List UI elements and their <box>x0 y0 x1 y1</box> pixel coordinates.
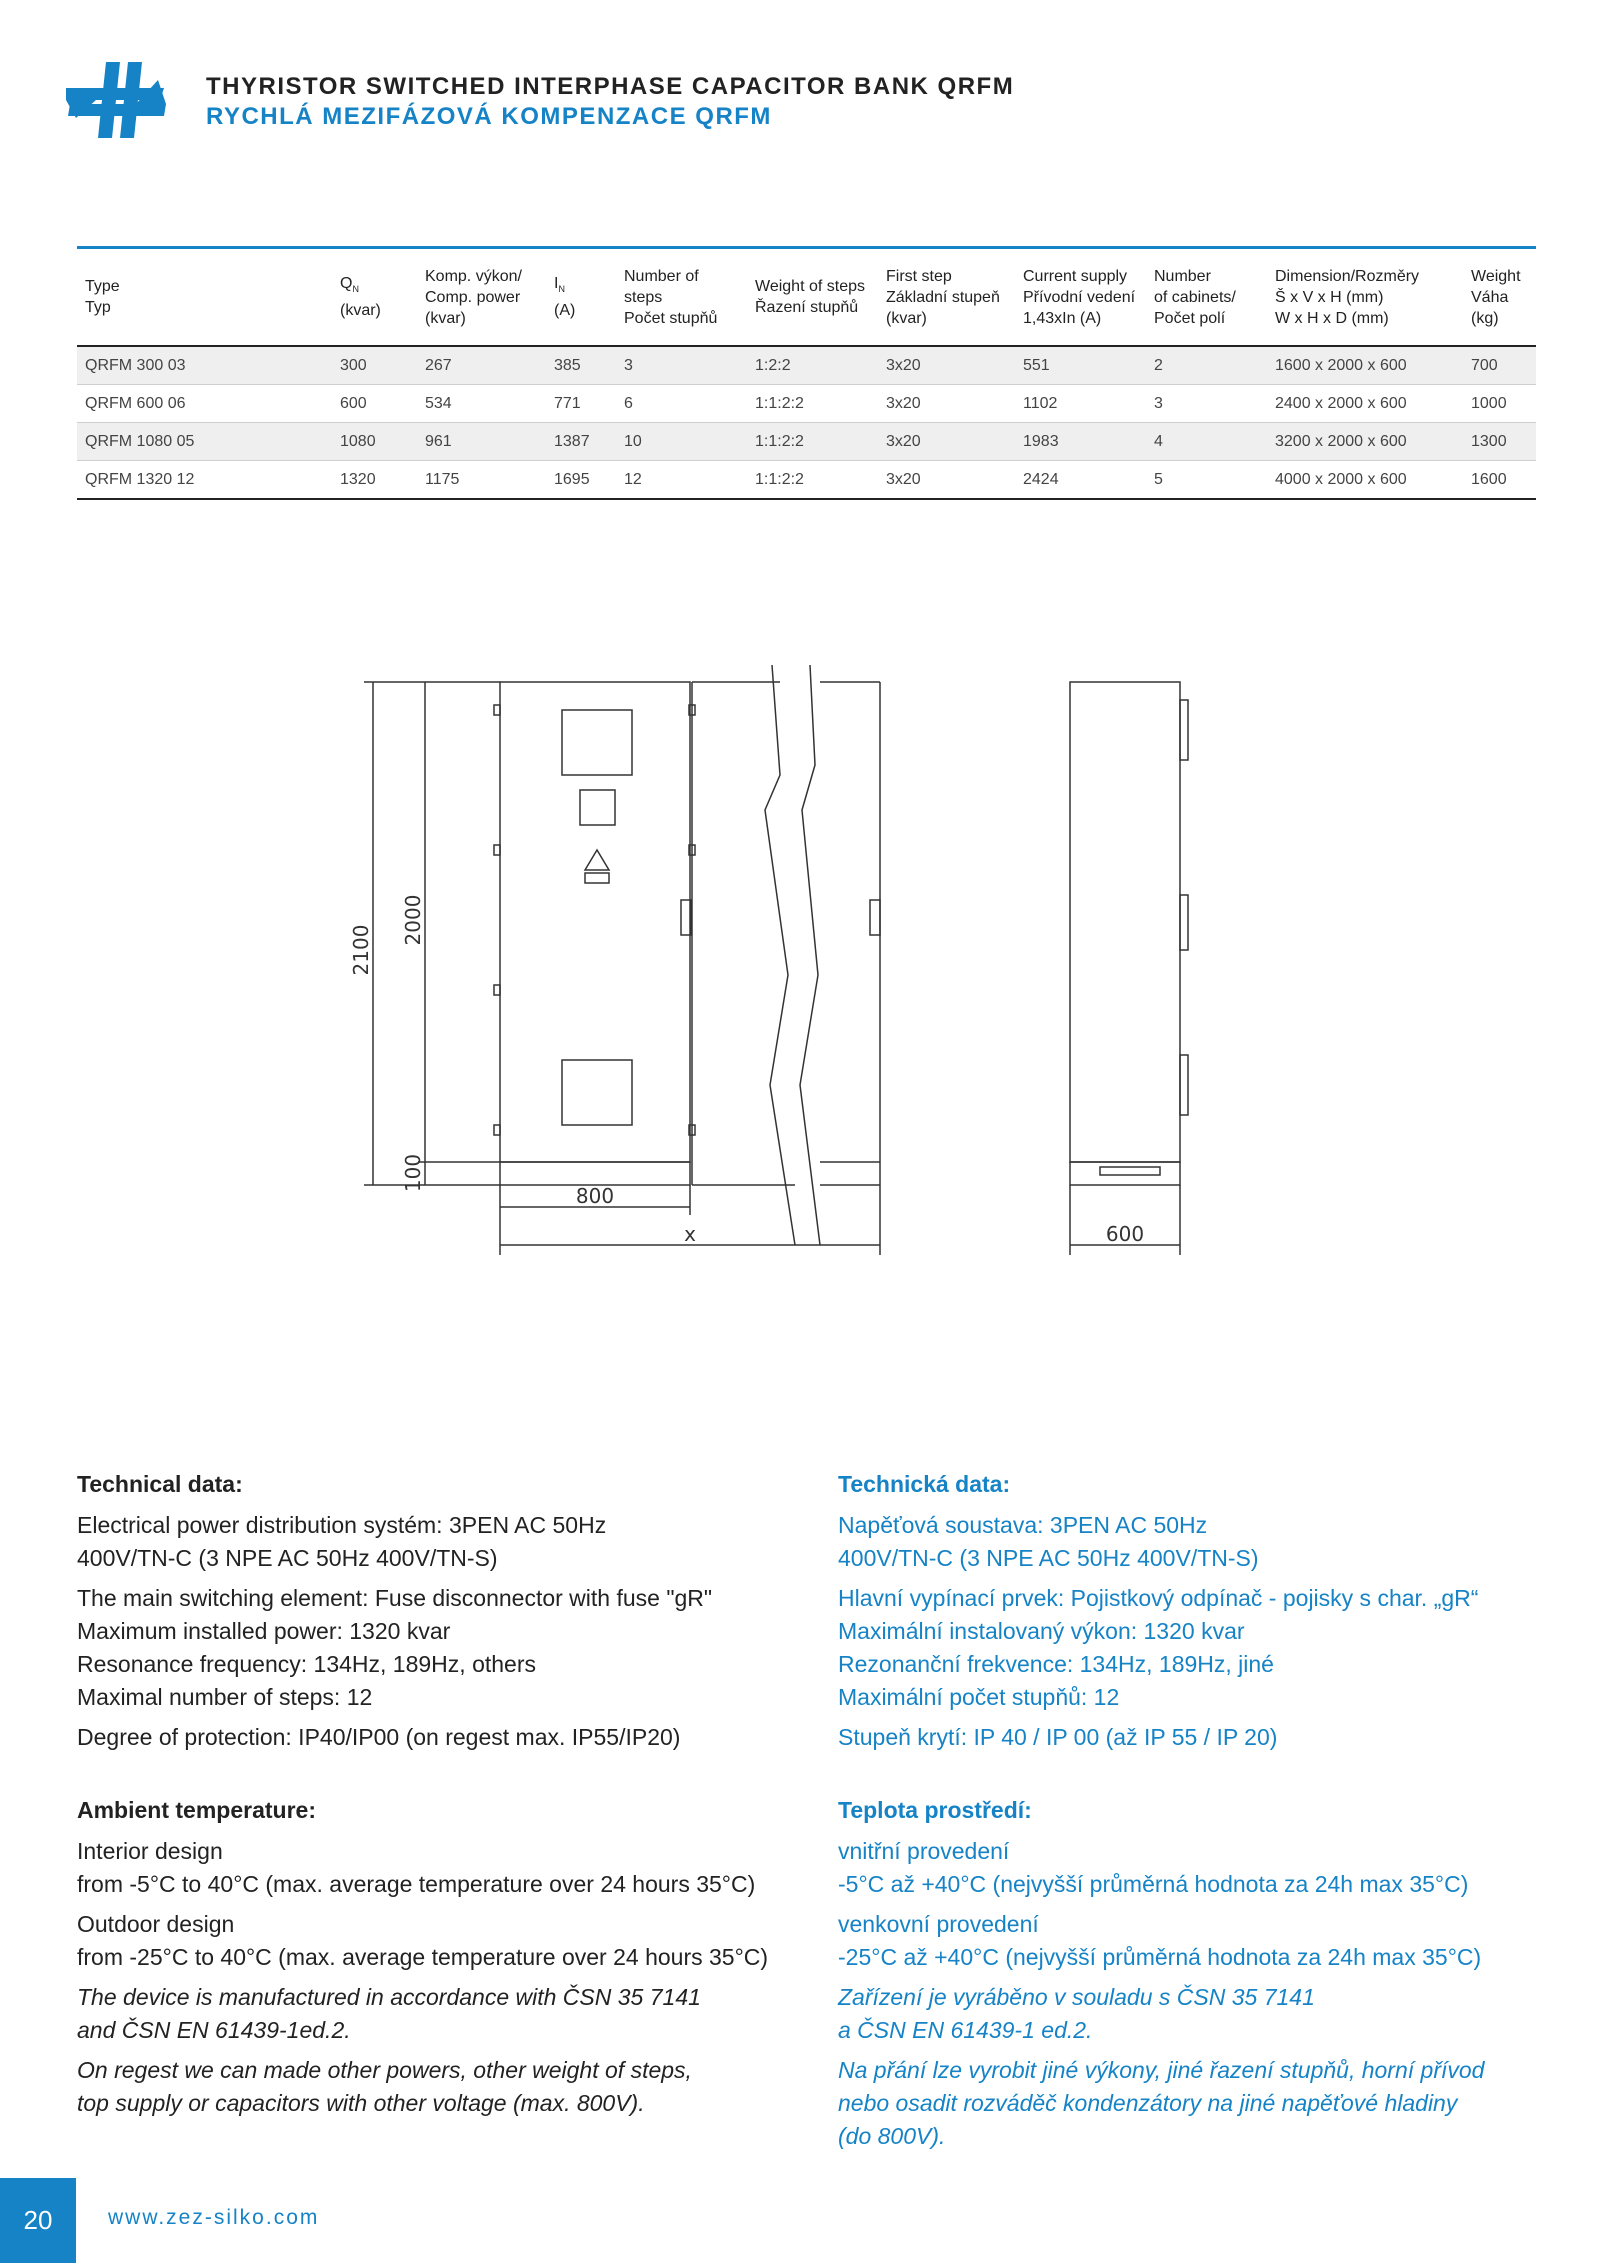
vent-bottom <box>562 1060 632 1125</box>
meter-window <box>580 790 615 825</box>
dim-label-600: 600 <box>1105 1222 1145 1246</box>
title-czech: RYCHLÁ MEZIFÁZOVÁ KOMPENZACE QRFM <box>206 103 772 130</box>
page-header <box>206 72 1014 132</box>
cabinet-base <box>500 1162 690 1185</box>
break-line-right <box>800 665 820 1245</box>
col-first-step: First step Základní stupeň (kvar) <box>882 248 1019 347</box>
ambient-temperature-en: Ambient temperature: Interior design from -5°C to 40°C (max. average temperature over 24 hours 35°C) Outdoor design from -25°C to 40°C (max. average temperature over 24 hours 35°C) The device is manufactured in accordance with ČSN 35 7141 and ČSN EN 61439-1ed.2. On regest we can made other powers, other weight of steps, top supply or capacitors with other voltage (max. 800V). <box>77 1794 797 2120</box>
vent-top <box>562 710 632 775</box>
heading-technicka-data: Technická data: <box>838 1471 1011 1497</box>
table-row: QRFM 600 06 600 534 771 6 1:1:2:2 3x20 1102 3 2400 x 2000 x 600 1000 <box>77 385 1536 423</box>
dim-label-100: 100 <box>401 1153 425 1193</box>
dim-label-2000: 2000 <box>401 894 425 946</box>
specification-table <box>77 246 1536 500</box>
dim-label-800: 800 <box>575 1184 615 1208</box>
col-dimension: Dimension/Rozměry Š x V x H (mm) W x H x D (mm) <box>1271 248 1467 347</box>
col-weight-of-steps: Weight of steps Řazení stupňů <box>751 248 882 347</box>
company-logo <box>66 60 166 140</box>
heading-technical-data: Technical data: <box>77 1471 243 1497</box>
cabinet-side-view <box>1070 682 1180 1162</box>
heading-ambient-temperature: Ambient temperature: <box>77 1797 316 1823</box>
dim-label-2100: 2100 <box>349 924 373 976</box>
heading-teplota-prostredi: Teplota prostředí: <box>838 1797 1032 1823</box>
cabinet-front-left <box>500 682 690 1162</box>
czech-column <box>838 1468 1578 2160</box>
col-type: Type Typ <box>77 248 336 347</box>
col-in: $I_N$ (A) <box>550 248 620 347</box>
table-row: QRFM 1320 12 1320 1175 1695 12 1:1:2:2 3x20 2424 5 4000 x 2000 x 600 1600 <box>77 461 1536 500</box>
ambient-temperature-cz: Teplota prostředí: vnitřní provedení -5°C až +40°C (nejvyšší průměrná hodnota za 24h max 35°C) venkovní provedení -25°C až +40°C (nejvyšší průměrná hodnota za 24h max 35°C) Zařízení je vyráběno v souladu s ČSN 35 7141 a ČSN EN 61439-1 ed.2. Na přání lze vyrobit jiné výkony, jiné řazení stupňů, horní přívod nebo osadit rozváděč kondenzátory na jiné napěťové hladiny (do 800V). <box>838 1794 1578 2153</box>
website-link[interactable]: www.zez-silko.com <box>108 2206 320 2229</box>
page-number: 20 <box>0 2178 76 2263</box>
table-row: QRFM 300 03 300 267 385 3 1:2:2 3x20 551 2 1600 x 2000 x 600 700 <box>77 346 1536 385</box>
table-header-row <box>77 248 1536 347</box>
technical-data-cz: Technická data: Napěťová soustava: 3PEN AC 50Hz 400V/TN-C (3 NPE AC 50Hz 400V/TN-S) Hlavní vypínací prvek: Pojistkový odpínač - pojisky s char. „gR“ Maximální instalovaný výkon: 1320 kvar Rezonanční frekvence: 134Hz, 189Hz, jiné Maximální počet stupňů: 12 Stupeň krytí: IP 40 / IP 00 (až IP 55 / IP 20) <box>838 1468 1578 1754</box>
technical-data-en: Technical data: Electrical power distribution systém: 3PEN AC 50Hz 400V/TN-C (3 NPE AC 50Hz 400V/TN-S) The main switching element: Fuse disconnector with fuse "gR" Maximum installed power: 1320 kvar Resonance frequency: 134Hz, 189Hz, others Maximal number of steps: 12 Degree of protection: IP40/IP00 (on regest max. IP55/IP20) <box>77 1468 797 1754</box>
col-weight: Weight Váha (kg) <box>1467 248 1536 347</box>
break-line-left <box>765 665 795 1245</box>
english-column <box>77 1468 797 2127</box>
col-qn: $Q_N$ (kvar) <box>336 248 421 347</box>
col-number-of-cabinets: Number of cabinets/ Počet polí <box>1150 248 1271 347</box>
col-comp-power: Komp. výkon/ Comp. power (kvar) <box>421 248 550 347</box>
title-english: THYRISTOR SWITCHED INTERPHASE CAPACITOR BANK QRFM <box>206 73 1015 100</box>
table-row: QRFM 1080 05 1080 961 1387 10 1:1:2:2 3x20 1983 4 3200 x 2000 x 600 1300 <box>77 423 1536 461</box>
dim-label-x: x <box>684 1222 696 1246</box>
warning-sign-icon <box>585 850 609 870</box>
cabinet-technical-drawing <box>340 655 1270 1280</box>
col-number-of-steps: Number of steps Počet stupňů <box>620 248 751 347</box>
col-current-supply: Current supply Přívodní vedení 1,43xIn (A) <box>1019 248 1150 347</box>
